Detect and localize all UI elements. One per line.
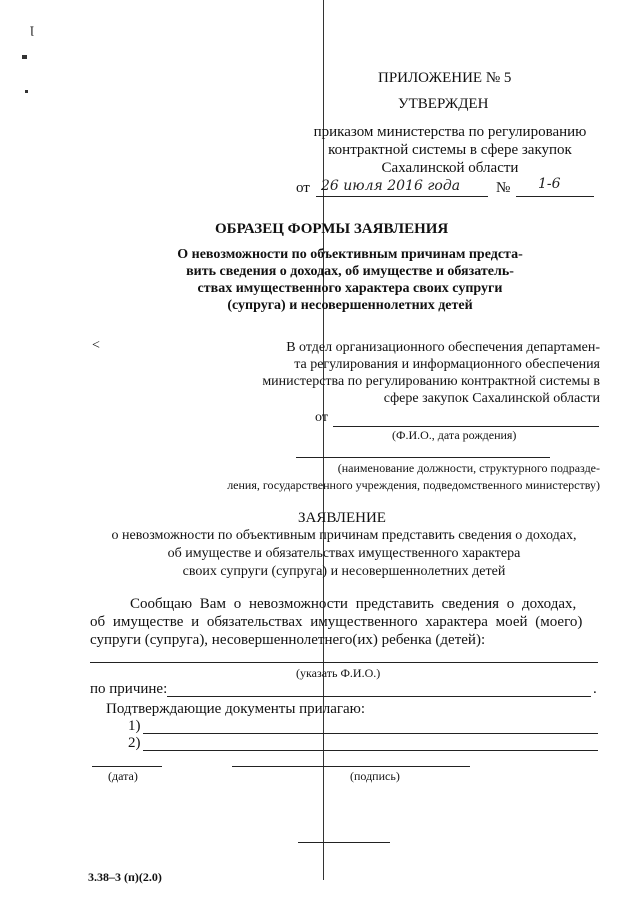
position-caption: (наименование должности, структурного подразде- <box>337 461 600 475</box>
scan-dot <box>25 90 28 93</box>
applicant-fio-caption: (Ф.И.О., дата рождения) <box>392 428 517 442</box>
signature-line <box>232 766 470 767</box>
addressee-line: министерства по регулированию контрактной системы в <box>262 374 600 389</box>
appendix-label: ПРИЛОЖЕНИЕ № 5 <box>378 70 512 86</box>
statement-line: своих супруги (супруга) и несовершеннолетних детей <box>182 564 506 579</box>
statement-line: об имуществе и обязательствах имущественного характера <box>167 546 521 561</box>
reason-line <box>167 696 591 697</box>
scan-mark: ꞁ <box>30 22 34 36</box>
child-fio-line <box>90 662 598 663</box>
order-number-label: № <box>496 180 511 196</box>
reason-label: по причине: <box>90 681 168 697</box>
form-subtitle: ствах имущественного характера своих супруги <box>197 281 503 296</box>
applicant-position-line <box>296 457 550 458</box>
applicant-from-label: от <box>315 410 328 425</box>
addressee-line: та регулирования и информационного обеспечения <box>294 357 600 372</box>
order-date-line <box>316 196 488 197</box>
order-date-handwritten: 26 июля 2016 года <box>321 178 461 194</box>
statement-line: о невозможности по объективным причинам представить сведения о доходах, <box>111 528 577 543</box>
body-paragraph: Сообщаю Вам о невозможности представить сведения о доходах, <box>130 596 577 612</box>
addressee-line: сфере закупок Сахалинской области <box>383 391 600 406</box>
reason-end: . <box>593 681 597 697</box>
form-subtitle: вить сведения о доходах, об имуществе и обязатель- <box>186 264 514 279</box>
date-caption: (дата) <box>108 769 138 783</box>
document-code: 3.38–3 (п)(2.0) <box>88 870 162 884</box>
approved-label: УТВЕРЖДЕН <box>398 96 489 112</box>
date-line <box>92 766 162 767</box>
order-number-handwritten: 1-6 <box>538 176 561 192</box>
margin-mark: < <box>92 338 100 353</box>
document-item-number: 1) <box>128 718 141 734</box>
form-title: ОБРАЗЕЦ ФОРМЫ ЗАЯВЛЕНИЯ <box>215 221 449 237</box>
position-caption: ления, государственного учреждения, подведомственного министерству) <box>227 478 600 492</box>
signature-caption: (подпись) <box>350 769 400 783</box>
body-paragraph: супруги (супруга), несовершеннолетнего(их) ребенка (детей): <box>90 632 486 648</box>
statement-title: ЗАЯВЛЕНИЕ <box>298 510 386 526</box>
body-paragraph: об имуществе и обязательствах имущественного характера моей (моего) <box>90 614 583 630</box>
scan-dot <box>22 55 27 59</box>
addressee-line: В отдел организационного обеспечения департамен- <box>286 340 600 355</box>
order-date-label: от <box>296 180 310 196</box>
documents-label: Подтверждающие документы прилагаю: <box>106 701 366 717</box>
order-line: Сахалинской области <box>381 160 519 176</box>
footer-divider <box>298 842 390 843</box>
applicant-fio-line <box>333 426 599 427</box>
document-item-number: 2) <box>128 735 141 751</box>
order-number-line <box>516 196 594 197</box>
order-line: контрактной системы в сфере закупок <box>328 142 572 158</box>
form-subtitle: (супруга) и несовершеннолетних детей <box>227 298 473 313</box>
child-fio-caption: (указать Ф.И.О.) <box>296 666 381 680</box>
document-item-line <box>143 733 598 734</box>
order-line: приказом министерства по регулированию <box>313 124 587 140</box>
document-item-line <box>143 750 598 751</box>
form-subtitle: О невозможности по объективным причинам предста- <box>177 247 523 262</box>
